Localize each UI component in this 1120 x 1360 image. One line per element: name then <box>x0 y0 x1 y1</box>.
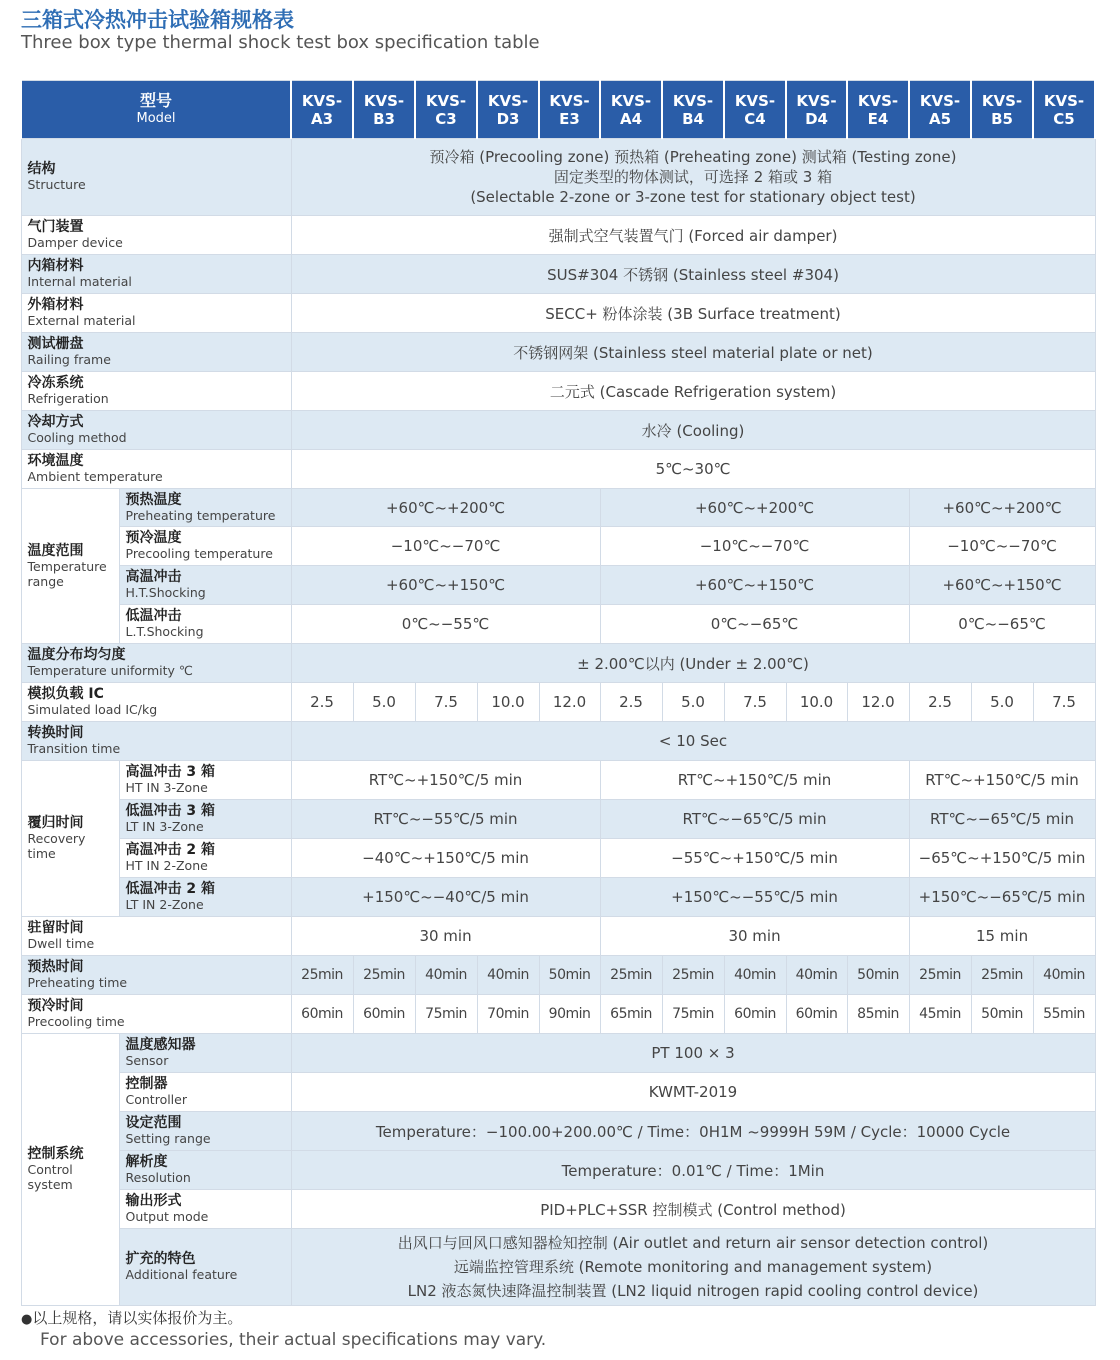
row-ht-shocking <box>21 566 1095 605</box>
value-output: PID+PLC+SSR 控制模式 (Control method) <box>291 1190 1095 1229</box>
load-cell: 5.0 <box>353 683 415 722</box>
value-ht-shocking-2: +60℃~+150℃ <box>600 566 909 605</box>
label-ht3: 高温冲击 3 箱 HT IN 3-Zone <box>119 761 291 800</box>
label-ht2: 高温冲击 2 箱 HT IN 2-Zone <box>119 839 291 878</box>
row-railing <box>21 333 1095 372</box>
model-kvs-d3: KVS- D3 <box>477 81 539 139</box>
preheat-time-cell: 40min <box>724 956 786 995</box>
load-cell: 5.0 <box>971 683 1033 722</box>
label-controller: 控制器 Controller <box>119 1073 291 1112</box>
value-ht2-2: −55℃~+150℃/5 min <box>600 839 909 878</box>
model-kvs-c5: KVS- C5 <box>1033 81 1095 139</box>
label-additional: 扩充的特色 Additional feature <box>119 1229 291 1306</box>
row-internal <box>21 255 1095 294</box>
label-railing: 测试栅盘 Railing frame <box>21 333 291 372</box>
load-cell: 12.0 <box>847 683 909 722</box>
precool-time-cell: 65min <box>600 995 662 1034</box>
value-lt3-1: RT℃~−55℃/5 min <box>291 800 600 839</box>
value-lt2-2: +150℃~−55℃/5 min <box>600 878 909 917</box>
label-sensor: 温度感知器 Sensor <box>119 1034 291 1073</box>
precool-time-cell: 60min <box>724 995 786 1034</box>
model-kvs-c4: KVS- C4 <box>724 81 786 139</box>
row-preheat-temp <box>21 489 1095 527</box>
bullet-icon: ● <box>21 1312 33 1327</box>
precool-time-cell: 70min <box>477 995 539 1034</box>
label-cooling: 冷却方式 Cooling method <box>21 411 291 450</box>
label-load: 模拟负载 IC Simulated load IC/kg <box>21 683 291 722</box>
row-ht3 <box>21 761 1095 800</box>
row-setting <box>21 1112 1095 1151</box>
value-ht3-2: RT℃~+150℃/5 min <box>600 761 909 800</box>
value-ht-shocking-1: +60℃~+150℃ <box>291 566 600 605</box>
row-controller <box>21 1073 1095 1112</box>
label-internal: 内箱材料 Internal material <box>21 255 291 294</box>
value-preheat-temp-1: +60℃~+200℃ <box>291 489 600 527</box>
model-kvs-e3: KVS- E3 <box>539 81 600 139</box>
precool-time-cell: 55min <box>1033 995 1095 1034</box>
load-cell: 2.5 <box>600 683 662 722</box>
model-header-en: Model <box>136 110 176 126</box>
model-kvs-b3: KVS- B3 <box>353 81 415 139</box>
value-structure: 预冷箱 (Precooling zone) 预热箱 (Preheating zone) 测试箱 (Testing zone) 固定类型的物体测试，可选择 2 箱或 3 箱 (Selectable 2-zone or 3-zone test for stationary object test) <box>291 139 1095 216</box>
label-preheat-time: 预热时间 Preheating time <box>21 956 291 995</box>
precool-time-cell: 60min <box>786 995 847 1034</box>
load-cell: 10.0 <box>477 683 539 722</box>
load-cell: 2.5 <box>291 683 353 722</box>
value-resolution: Temperature：0.01℃ / Time：1Min <box>291 1151 1095 1190</box>
model-kvs-a3: KVS- A3 <box>291 81 353 139</box>
row-refrigeration <box>21 372 1095 411</box>
label-preheat-temp: 预热温度 Preheating temperature <box>119 489 291 527</box>
value-cooling: 水冷 (Cooling) <box>291 411 1095 450</box>
value-ht-shocking-3: +60℃~+150℃ <box>909 566 1095 605</box>
model-kvs-c3: KVS- C3 <box>415 81 477 139</box>
spec-table <box>20 80 1096 1306</box>
value-controller: KWMT-2019 <box>291 1073 1095 1112</box>
header-row <box>21 81 1095 139</box>
precool-time-cell: 60min <box>291 995 353 1034</box>
label-recovery: 覆归时间 Recovery time <box>21 761 119 917</box>
model-header-cn: 型号 <box>140 90 173 110</box>
value-preheat-temp-2: +60℃~+200℃ <box>600 489 909 527</box>
preheat-time-cell: 25min <box>600 956 662 995</box>
precool-time-cell: 90min <box>539 995 600 1034</box>
load-cell: 12.0 <box>539 683 600 722</box>
value-ambient: 5℃~30℃ <box>291 450 1095 489</box>
value-refrigeration: 二元式 (Cascade Refrigeration system) <box>291 372 1095 411</box>
value-transition: < 10 Sec <box>291 722 1095 761</box>
model-header <box>21 81 291 139</box>
value-additional: 出风口与回风口感知器检知控制 (Air outlet and return air sensor detection control) 远端监控管理系统 (Remote monitoring and management system) LN2 液态氮快速降温控制装置 (LN2 liquid nitrogen rapid cooling control device) <box>291 1229 1095 1306</box>
row-lt3 <box>21 800 1095 839</box>
label-structure: 结构 Structure <box>21 139 291 216</box>
row-preheat-time <box>21 956 1095 995</box>
label-lt2: 低温冲击 2 箱 LT IN 2-Zone <box>119 878 291 917</box>
load-cell: 5.0 <box>662 683 724 722</box>
row-dwell <box>21 917 1095 956</box>
row-transition <box>21 722 1095 761</box>
value-sensor: PT 100 × 3 <box>291 1034 1095 1073</box>
label-ambient: 环境温度 Ambient temperature <box>21 450 291 489</box>
row-sensor <box>21 1034 1095 1073</box>
value-lt3-2: RT℃~−65℃/5 min <box>600 800 909 839</box>
row-damper <box>21 216 1095 255</box>
value-external: SECC+ 粉体涂装 (3B Surface treatment) <box>291 294 1095 333</box>
value-internal: SUS#304 不锈钢 (Stainless steel #304) <box>291 255 1095 294</box>
precool-time-cell: 75min <box>415 995 477 1034</box>
value-precool-temp-1: −10℃~−70℃ <box>291 527 600 566</box>
value-damper: 强制式空气装置气门 (Forced air damper) <box>291 216 1095 255</box>
value-dwell-3: 15 min <box>909 917 1095 956</box>
value-setting: Temperature：−100.00+200.00℃ / Time：0H1M ~9999H 59M / Cycle：10000 Cycle <box>291 1112 1095 1151</box>
row-resolution <box>21 1151 1095 1190</box>
label-output: 输出形式 Output mode <box>119 1190 291 1229</box>
value-ht3-3: RT℃~+150℃/5 min <box>909 761 1095 800</box>
precool-time-cell: 75min <box>662 995 724 1034</box>
label-external: 外箱材料 External material <box>21 294 291 333</box>
value-dwell-1: 30 min <box>291 917 600 956</box>
row-output <box>21 1190 1095 1229</box>
preheat-time-cell: 40min <box>477 956 539 995</box>
value-uniformity: ± 2.00℃以内 (Under ± 2.00℃) <box>291 644 1095 683</box>
label-dwell: 驻留时间 Dwell time <box>21 917 291 956</box>
load-cell: 10.0 <box>786 683 847 722</box>
model-kvs-a5: KVS- A5 <box>909 81 971 139</box>
value-precool-temp-3: −10℃~−70℃ <box>909 527 1095 566</box>
preheat-time-cell: 25min <box>353 956 415 995</box>
label-lt3: 低温冲击 3 箱 LT IN 3-Zone <box>119 800 291 839</box>
preheat-time-cell: 25min <box>291 956 353 995</box>
preheat-time-cell: 50min <box>847 956 909 995</box>
value-lt-shocking-3: 0℃~−65℃ <box>909 605 1095 644</box>
label-transition: 转换时间 Transition time <box>21 722 291 761</box>
footnote-cn: ●以上规格，请以实体报价为主。 <box>21 1309 243 1327</box>
row-external <box>21 294 1095 333</box>
row-precool-temp <box>21 527 1095 566</box>
label-precool-time: 预冷时间 Precooling time <box>21 995 291 1034</box>
value-lt2-3: +150℃~−65℃/5 min <box>909 878 1095 917</box>
label-control: 控制系统 Control system <box>21 1034 119 1306</box>
row-cooling <box>21 411 1095 450</box>
label-uniformity: 温度分布均匀度 Temperature uniformity ℃ <box>21 644 291 683</box>
model-kvs-d4: KVS- D4 <box>786 81 847 139</box>
preheat-time-cell: 50min <box>539 956 600 995</box>
label-lt-shocking: 低温冲击 L.T.Shocking <box>119 605 291 644</box>
label-refrigeration: 冷冻系统 Refrigeration <box>21 372 291 411</box>
value-lt-shocking-2: 0℃~−65℃ <box>600 605 909 644</box>
preheat-time-cell: 25min <box>909 956 971 995</box>
precool-time-cell: 85min <box>847 995 909 1034</box>
row-ht2 <box>21 839 1095 878</box>
label-temp-range: 温度范围 Temperature range <box>21 489 119 644</box>
precool-time-cell: 50min <box>971 995 1033 1034</box>
label-damper: 气门装置 Damper device <box>21 216 291 255</box>
row-uniformity <box>21 644 1095 683</box>
label-setting: 设定范围 Setting range <box>119 1112 291 1151</box>
value-lt3-3: RT℃~−65℃/5 min <box>909 800 1095 839</box>
preheat-time-cell: 25min <box>971 956 1033 995</box>
model-kvs-e4: KVS- E4 <box>847 81 909 139</box>
value-dwell-2: 30 min <box>600 917 909 956</box>
load-cell: 7.5 <box>415 683 477 722</box>
row-structure <box>21 139 1095 216</box>
load-cell: 7.5 <box>1033 683 1095 722</box>
preheat-time-cell: 40min <box>786 956 847 995</box>
preheat-time-cell: 40min <box>1033 956 1095 995</box>
preheat-time-cell: 40min <box>415 956 477 995</box>
model-kvs-a4: KVS- A4 <box>600 81 662 139</box>
load-cell: 7.5 <box>724 683 786 722</box>
label-resolution: 解析度 Resolution <box>119 1151 291 1190</box>
model-kvs-b5: KVS- B5 <box>971 81 1033 139</box>
row-lt2 <box>21 878 1095 917</box>
value-ht2-3: −65℃~+150℃/5 min <box>909 839 1095 878</box>
row-load <box>21 683 1095 722</box>
row-lt-shocking <box>21 605 1095 644</box>
model-kvs-b4: KVS- B4 <box>662 81 724 139</box>
footnote-en: For above accessories, their actual specifications may vary. <box>40 1330 547 1350</box>
label-ht-shocking: 高温冲击 H.T.Shocking <box>119 566 291 605</box>
row-precool-time <box>21 995 1095 1034</box>
value-preheat-temp-3: +60℃~+200℃ <box>909 489 1095 527</box>
value-precool-temp-2: −10℃~−70℃ <box>600 527 909 566</box>
page-title: 三箱式冷热冲击试验箱规格表 <box>21 8 294 32</box>
precool-time-cell: 60min <box>353 995 415 1034</box>
load-cell: 2.5 <box>909 683 971 722</box>
value-lt-shocking-1: 0℃~−55℃ <box>291 605 600 644</box>
page-subtitle: Three box type thermal shock test box specification table <box>21 32 540 53</box>
row-ambient <box>21 450 1095 489</box>
precool-time-cell: 45min <box>909 995 971 1034</box>
value-lt2-1: +150℃~−40℃/5 min <box>291 878 600 917</box>
row-additional <box>21 1229 1095 1306</box>
preheat-time-cell: 25min <box>662 956 724 995</box>
value-railing: 不锈钢网架 (Stainless steel material plate or net) <box>291 333 1095 372</box>
value-ht3-1: RT℃~+150℃/5 min <box>291 761 600 800</box>
value-ht2-1: −40℃~+150℃/5 min <box>291 839 600 878</box>
label-precool-temp: 预冷温度 Precooling temperature <box>119 527 291 566</box>
